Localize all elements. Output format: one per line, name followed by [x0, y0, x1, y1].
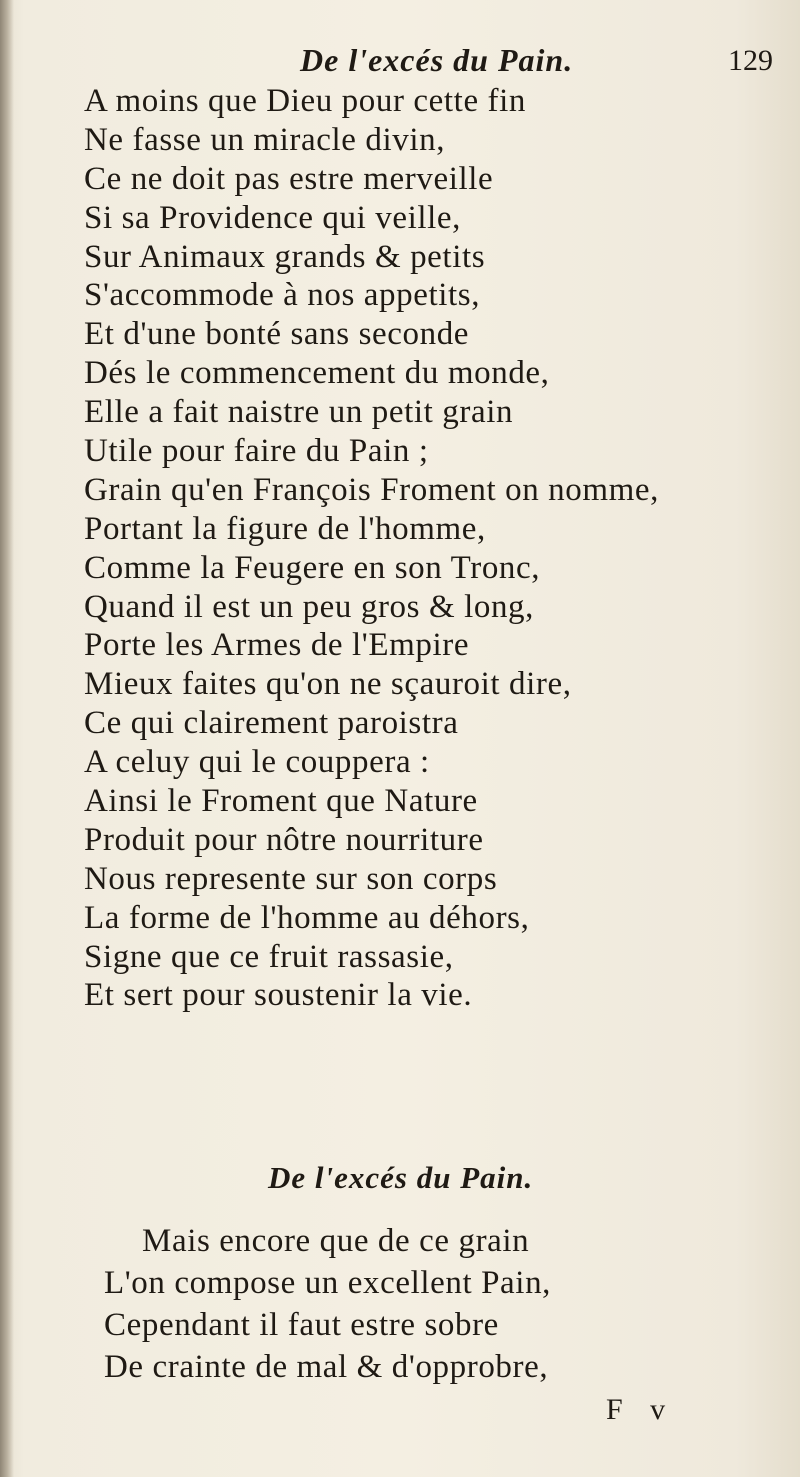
- verse-block: [84, 82, 659, 1015]
- verse-line: A celuy qui le couppera :: [84, 744, 430, 781]
- verse-line: Porte les Armes de l'Empire: [84, 627, 470, 664]
- verse-line: La forme de l'homme au déhors,: [84, 899, 530, 936]
- verse-line: Elle a fait naistre un petit grain: [84, 394, 514, 431]
- verse-line: Portant la figure de l'homme,: [84, 510, 486, 547]
- running-head: De l'excés du Pain.: [300, 42, 574, 78]
- verse-line: L'on compose un excellent Pain,: [104, 1265, 552, 1301]
- verse-line: Nous represente sur son corps: [84, 860, 498, 897]
- section-title: De l'excés du Pain.: [268, 1160, 534, 1195]
- verse-line: Produit pour nôtre nourriture: [84, 821, 484, 858]
- verse-line: S'accommode à nos appetits,: [84, 277, 481, 314]
- verse-line: Dés le commencement du monde,: [84, 355, 550, 392]
- verse-line: Utile pour faire du Pain ;: [84, 433, 429, 470]
- verse-line: Quand il est un peu gros & long,: [84, 588, 534, 625]
- verse-line: Mais encore que de ce grain: [142, 1223, 530, 1259]
- verse-line: Si sa Providence qui veille,: [84, 199, 461, 236]
- verse-line: Mieux faites qu'on ne sçauroit dire,: [84, 666, 572, 703]
- verse-line: Grain qu'en François Froment on nomme,: [84, 471, 659, 508]
- verse-line: Et sert pour soustenir la vie.: [84, 977, 473, 1014]
- verse-line: Sur Animaux grands & petits: [84, 238, 486, 275]
- signature-mark: F v: [606, 1393, 676, 1426]
- verse-line: Comme la Feugere en son Tronc,: [84, 549, 541, 586]
- verse-line: Ce qui clairement paroistra: [84, 705, 459, 742]
- verse-line: Et d'une bonté sans seconde: [84, 316, 470, 353]
- verse-line: Ce ne doit pas estre merveille: [84, 160, 494, 197]
- page-number: 129: [728, 44, 773, 77]
- verse-line: Cependant il faut estre sobre: [104, 1307, 499, 1343]
- verse-line: De crainte de mal & d'opprobre,: [104, 1349, 549, 1385]
- page-gutter-shadow: [0, 0, 14, 1477]
- verse-line: Signe que ce fruit rassasie,: [84, 938, 454, 975]
- verse-line: A moins que Dieu pour cette fin: [84, 83, 527, 119]
- verse-line: Ne fasse un miracle divin,: [84, 121, 446, 158]
- verse-line: Ainsi le Froment que Nature: [84, 783, 478, 820]
- section-verse-block: [104, 1220, 551, 1388]
